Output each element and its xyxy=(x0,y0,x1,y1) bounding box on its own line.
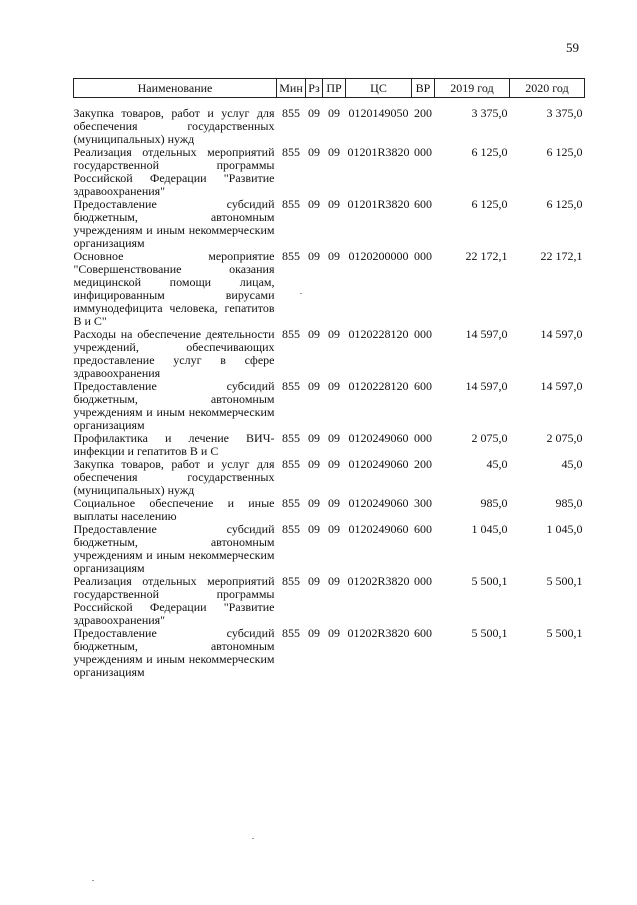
row-2019: 6 125,0 xyxy=(471,197,508,211)
row-min: 855 xyxy=(282,197,300,211)
row-min: 855 xyxy=(282,327,300,341)
row-rz: 09 xyxy=(308,106,320,120)
row-vr: 000 xyxy=(414,145,432,159)
row-min: 855 xyxy=(282,457,300,471)
row-2019: 45,0 xyxy=(486,457,508,471)
row-min: 855 xyxy=(282,379,300,393)
row-2020: 2 075,0 xyxy=(546,431,583,445)
header-2019: 2019 год xyxy=(435,79,510,98)
row-pr: 09 xyxy=(328,197,340,211)
row-vr: 600 xyxy=(414,197,432,211)
row-rz: 09 xyxy=(308,574,320,588)
row-name: Закупка товаров, работ и услуг для обеспечения государственных (муниципальных) нужд xyxy=(73,457,275,497)
row-rz: 09 xyxy=(308,522,320,536)
row-cs: 01202R3820 xyxy=(347,626,410,640)
row-name: Профилактика и лечение ВИЧ-инфекции и гепатитов В и С xyxy=(73,431,275,458)
row-cs: 0120228120 xyxy=(348,379,409,393)
row-name: Основное мероприятие "Совершенствование оказания медицинской помощи лицам, инфицированным вирусами иммунодефицита человека, гепатитов В и С" xyxy=(73,249,275,328)
row-rz: 09 xyxy=(308,197,320,211)
row-rz: 09 xyxy=(308,496,320,510)
header-cs: ЦС xyxy=(346,79,412,98)
row-2019: 5 500,1 xyxy=(471,626,508,640)
table-row xyxy=(74,627,585,679)
table-row xyxy=(74,523,585,575)
row-pr: 09 xyxy=(328,106,340,120)
header-rz: Рз xyxy=(306,79,323,98)
row-pr: 09 xyxy=(328,145,340,159)
row-min: 855 xyxy=(282,496,300,510)
row-cs: 0120249060 xyxy=(348,496,409,510)
row-cs: 0120249060 xyxy=(348,522,409,536)
row-2020: 5 500,1 xyxy=(546,626,583,640)
header-name: Наименование xyxy=(74,79,277,98)
table-row xyxy=(74,575,585,627)
row-cs: 0120149050 xyxy=(348,106,409,120)
row-name: Предоставление субсидий бюджетным, автономным учреждениям и иным некоммерческим организациям xyxy=(73,626,275,679)
row-min: 855 xyxy=(282,574,300,588)
table-row xyxy=(74,432,585,458)
row-rz: 09 xyxy=(308,145,320,159)
row-2019: 14 597,0 xyxy=(465,379,508,393)
header-pr: ПР xyxy=(323,79,346,98)
row-rz: 09 xyxy=(308,379,320,393)
row-2019: 985,0 xyxy=(480,496,508,510)
row-2020: 3 375,0 xyxy=(546,106,583,120)
header-vr: ВР xyxy=(412,79,435,98)
row-2020: 14 597,0 xyxy=(540,379,583,393)
row-cs: 01202R3820 xyxy=(347,574,410,588)
row-2020: 45,0 xyxy=(561,457,583,471)
row-rz: 09 xyxy=(308,626,320,640)
row-min: 855 xyxy=(282,145,300,159)
page-number: 59 xyxy=(566,40,579,55)
row-vr: 600 xyxy=(414,626,432,640)
table-row xyxy=(74,198,585,250)
row-vr: 300 xyxy=(414,496,432,510)
row-pr: 09 xyxy=(328,249,340,263)
header-min: Мин xyxy=(277,79,306,98)
row-2019: 6 125,0 xyxy=(471,145,508,159)
table-row xyxy=(74,458,585,497)
row-pr: 09 xyxy=(328,457,340,471)
row-vr: 600 xyxy=(414,379,432,393)
row-vr: 000 xyxy=(414,574,432,588)
table-row xyxy=(74,250,585,328)
row-min: 855 xyxy=(282,431,300,445)
row-cs: 01201R3820 xyxy=(347,197,410,211)
row-2020: 6 125,0 xyxy=(546,145,583,159)
row-pr: 09 xyxy=(328,496,340,510)
row-name: Реализация отдельных мероприятий государственной программы Российской Федерации "Развитие здравоохранения" xyxy=(73,574,275,627)
row-name: Предоставление субсидий бюджетным, автономным учреждениям и иным некоммерческим организациям xyxy=(73,379,275,432)
row-2019: 5 500,1 xyxy=(471,574,508,588)
budget-table xyxy=(73,78,585,679)
table-row xyxy=(74,98,585,147)
row-rz: 09 xyxy=(308,249,320,263)
row-2019: 2 075,0 xyxy=(471,431,508,445)
row-name: Расходы на обеспечение деятельности учреждений, обеспечивающих предоставление услуг в сфере здравоохранения xyxy=(73,327,275,380)
table-row xyxy=(74,497,585,523)
row-vr: 200 xyxy=(414,457,432,471)
table-row xyxy=(74,146,585,198)
row-name: Социальное обеспечение и иные выплаты населению xyxy=(73,496,275,523)
row-cs: 0120200000 xyxy=(348,249,409,263)
row-cs: 0120249060 xyxy=(348,457,409,471)
row-rz: 09 xyxy=(308,457,320,471)
row-vr: 000 xyxy=(414,249,432,263)
row-name: Закупка товаров, работ и услуг для обеспечения государственных (муниципальных) нужд xyxy=(73,106,275,146)
row-2020: 5 500,1 xyxy=(546,574,583,588)
row-vr: 600 xyxy=(414,522,432,536)
row-2019: 3 375,0 xyxy=(471,106,508,120)
row-pr: 09 xyxy=(328,431,340,445)
row-vr: 000 xyxy=(414,431,432,445)
row-pr: 09 xyxy=(328,327,340,341)
table-header-row xyxy=(74,79,585,98)
row-name: Предоставление субсидий бюджетным, автономным учреждениям и иным некоммерческим организациям xyxy=(73,522,275,575)
row-2020: 22 172,1 xyxy=(540,249,583,263)
row-pr: 09 xyxy=(328,574,340,588)
row-2020: 1 045,0 xyxy=(546,522,583,536)
row-name: Предоставление субсидий бюджетным, автономным учреждениям и иным некоммерческим организациям xyxy=(73,197,275,250)
row-min: 855 xyxy=(282,249,300,263)
row-vr: 000 xyxy=(414,327,432,341)
row-cs: 01201R3820 xyxy=(347,145,410,159)
row-rz: 09 xyxy=(308,431,320,445)
row-min: 855 xyxy=(282,522,300,536)
row-2020: 14 597,0 xyxy=(540,327,583,341)
row-cs: 0120249060 xyxy=(348,431,409,445)
table-row xyxy=(74,380,585,432)
row-2019: 22 172,1 xyxy=(465,249,508,263)
row-pr: 09 xyxy=(328,626,340,640)
row-rz: 09 xyxy=(308,327,320,341)
row-min: 855 xyxy=(282,106,300,120)
header-2020: 2020 год xyxy=(510,79,585,98)
table-row xyxy=(74,328,585,380)
row-pr: 09 xyxy=(328,522,340,536)
row-2020: 6 125,0 xyxy=(546,197,583,211)
row-vr: 200 xyxy=(414,106,432,120)
row-2019: 1 045,0 xyxy=(471,522,508,536)
row-cs: 0120228120 xyxy=(348,327,409,341)
row-2019: 14 597,0 xyxy=(465,327,508,341)
row-name: Реализация отдельных мероприятий государственной программы Российской Федерации "Развитие здравоохранения" xyxy=(73,145,275,198)
row-2020: 985,0 xyxy=(555,496,583,510)
row-pr: 09 xyxy=(328,379,340,393)
row-min: 855 xyxy=(282,626,300,640)
